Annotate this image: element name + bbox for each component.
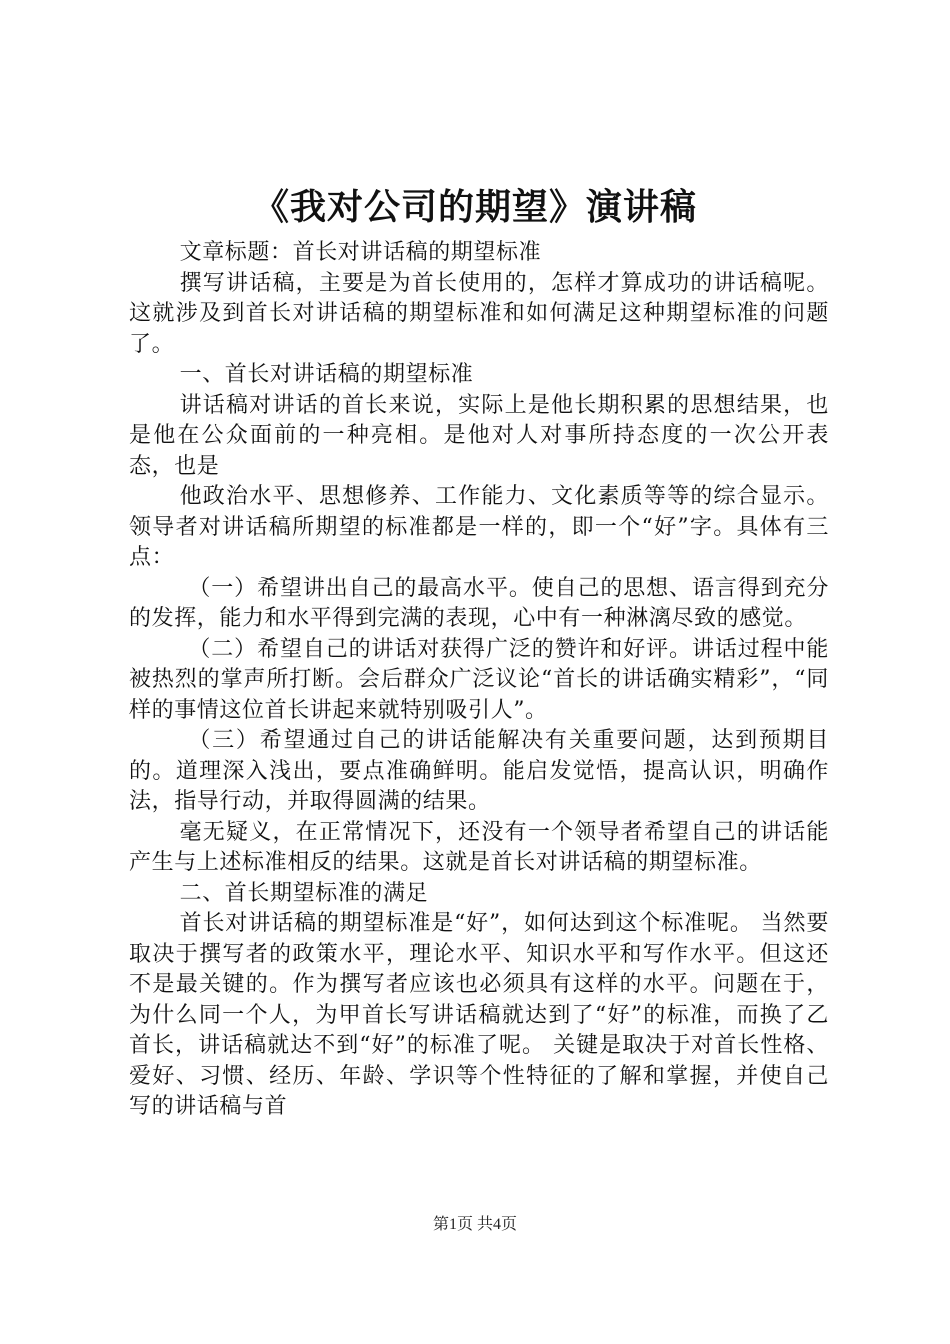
paragraph: 撰写讲话稿，主要是为首长使用的，怎样才算成功的讲话稿呢。 这就涉及到首长对讲话稿的期望标准和如何满足这种期望标准的问题了。 bbox=[129, 270, 829, 357]
section-heading: 二、首长期望标准的满足 bbox=[179, 880, 429, 906]
section-heading: 一、首长对讲话稿的期望标准 bbox=[179, 362, 474, 387]
list-paragraph: （二）希望自己的讲话对获得广泛的赞许和好评。讲话过程中能被热烈的掌声所打断。会后群众广泛议论“首长的讲话确实精彩”，“同样的事情这位首长讲起来就特别吸引人”。 bbox=[129, 636, 829, 723]
list-paragraph: （一）希望讲出自己的最高水平。使自己的思想、语言得到充分的发挥，能力和水平得到完满的表现，心中有一种淋漓尽致的感觉。 bbox=[129, 575, 829, 631]
paragraph: 他政治水平、思想修养、工作能力、文化素质等等的综合显示。领导者对讲话稿所期望的标准都是一样的，即一个“好”字。具体有三点： bbox=[129, 484, 829, 570]
page-footer: 第1页 共4页 bbox=[432, 1216, 517, 1233]
article-heading-line: 文章标题：首长对讲话稿的期望标准 bbox=[179, 240, 542, 265]
document-title: 《我对公司的期望》演讲稿 bbox=[252, 186, 697, 228]
paragraph: 讲话稿对讲话的首长来说，实际上是他长期积累的思想结果，也是他在公众面前的一种亮相。是他对人对事所持态度的一次公开表态，也是 bbox=[129, 392, 829, 479]
document-body bbox=[129, 238, 829, 1123]
list-paragraph: （三）希望通过自己的讲话能解决有关重要问题，达到预期目的。道理深入浅出，要点准确鲜明。能启发觉悟，提高认识，明确作法，指导行动，并取得圆满的结果。 bbox=[129, 728, 829, 814]
paragraph: 毫无疑义，在正常情况下，还没有一个领导者希望自己的讲话能产生与上述标准相反的结果。这就是首长对讲话稿的期望标准。 bbox=[129, 819, 829, 875]
paragraph: 首长对讲话稿的期望标准是“好”，如何达到这个标准呢。 当然要取决于撰写者的政策水平，理论水平、知识水平和写作水平。但这还不是最关键的。作为撰写者应该也必须具有这样的水平。问题在于，为什么同一个人，为甲首长写讲话稿就达到了“好”的标准，而换了乙首长，讲话稿就达不到“好”的标准了呢。 关键是取决于对首长性格、爱好、习惯、经历、年龄、学识等个性特征的了解和掌握，并使自己写的讲话稿与首 bbox=[129, 911, 829, 1119]
